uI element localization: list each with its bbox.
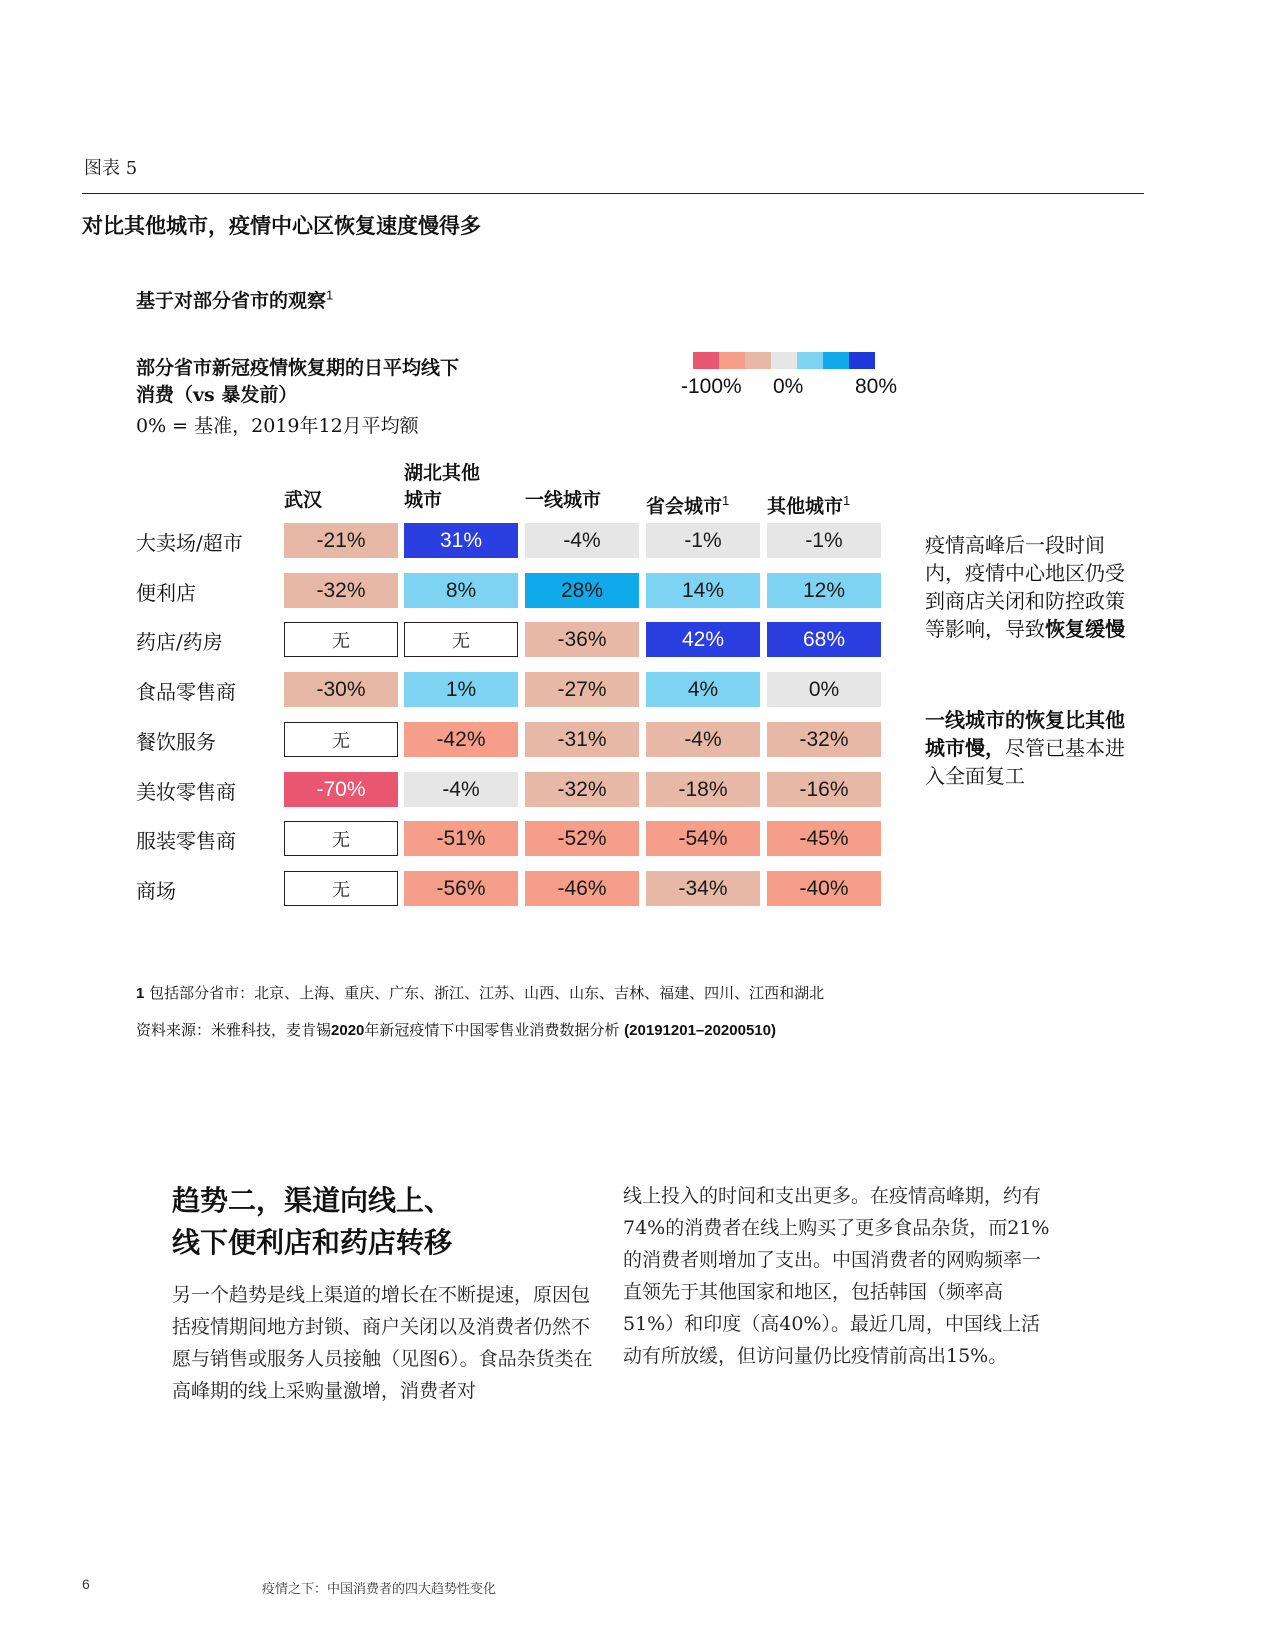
column-header-footnote-mark: 1 <box>843 493 851 508</box>
heatmap-cell: 1% <box>404 672 518 707</box>
heatmap-cell: -1% <box>767 523 881 558</box>
source-range: (20191201–20200510) <box>624 1022 776 1039</box>
legend-swatch <box>693 352 719 369</box>
footnote-text: 包括部分省市：北京、上海、重庆、广东、浙江、江苏、山西、山东、吉林、福建、四川、江西和湖北 <box>144 984 825 1002</box>
row-label: 餐饮服务 <box>136 730 216 754</box>
legend-label-min: -100% <box>681 375 742 398</box>
chart-title-line1: 部分省市新冠疫情恢复期的日平均线下 <box>136 357 460 379</box>
row-label: 大卖场/超市 <box>136 531 243 555</box>
heatmap-cell: -4% <box>646 722 760 757</box>
legend-labels <box>681 375 901 401</box>
body-paragraph-right: 线上投入的时间和支出更多。在疫情高峰期，约有74%的消费者在线上购买了更多食品杂货，而21%的消费者则增加了支出。中国消费者的网购频率一直领先于其他国家和地区，包括韩国（频率高51%）和印度（高40%）。最近几周，中国线上活动有所放缓，但访问量仍比疫情前高出15%。 <box>623 1185 1050 1367</box>
heatmap-cell: -51% <box>404 821 518 856</box>
heatmap-cell: -56% <box>404 871 518 906</box>
heatmap-cell: -42% <box>404 722 518 757</box>
heatmap-cell: -27% <box>525 672 639 707</box>
heatmap-cell: -31% <box>525 722 639 757</box>
section-title-line2: 线下便利店和药店转移 <box>172 1226 453 1259</box>
heatmap-cell: -32% <box>284 573 398 608</box>
figure-subheading <box>136 286 333 313</box>
row-label: 服装零售商 <box>136 829 236 853</box>
chart-title <box>136 355 459 409</box>
subheading-footnote-mark: 1 <box>326 287 334 303</box>
heatmap-cell: 0% <box>767 672 881 707</box>
row-label: 便利店 <box>136 581 196 605</box>
color-legend <box>693 352 875 369</box>
column-header <box>284 487 322 514</box>
heatmap-cell: -40% <box>767 871 881 906</box>
heatmap-cell: -70% <box>284 772 398 807</box>
row-label: 食品零售商 <box>136 680 236 704</box>
heatmap-cell: 31% <box>404 523 518 558</box>
row-label: 美妆零售商 <box>136 780 236 804</box>
heatmap-cell: 无 <box>284 722 398 757</box>
legend-swatch <box>823 352 849 369</box>
heatmap-cell: -21% <box>284 523 398 558</box>
column-header-footnote-mark: 1 <box>722 493 730 508</box>
top-divider <box>82 193 1144 194</box>
heatmap-cell: -4% <box>525 523 639 558</box>
legend-swatch <box>849 352 875 369</box>
heatmap-cell: -45% <box>767 821 881 856</box>
footnote-number: 1 <box>136 985 145 1002</box>
heatmap-cell: 12% <box>767 573 881 608</box>
footnote <box>136 982 824 1003</box>
column-header-line: 湖北其他 <box>404 462 481 484</box>
section-title-line1: 趋势二，渠道向线上、 <box>172 1184 453 1217</box>
column-header-line: 省会城市 <box>646 495 723 518</box>
annotation-epicenter-bold: 恢复缓慢 <box>1045 617 1125 641</box>
heatmap-cell: 42% <box>646 622 760 657</box>
column-header-line: 武汉 <box>284 489 323 511</box>
legend-swatch <box>797 352 823 369</box>
chart-baseline-note: 0% = 基准，2019年12月平均额 <box>136 415 419 437</box>
legend-label-zero: 0% <box>773 375 804 398</box>
column-header-line: 一线城市 <box>525 489 602 511</box>
heatmap-cell: -4% <box>404 772 518 807</box>
source-mid: 年新冠疫情下中国零售业消费数据分析 <box>364 1021 625 1039</box>
running-title: 疫情之下：中国消费者的四大趋势性变化 <box>262 1582 497 1597</box>
heatmap-cell: -32% <box>525 772 639 807</box>
source-note <box>136 1019 776 1040</box>
heatmap-cell: -16% <box>767 772 881 807</box>
legend-swatch <box>771 352 797 369</box>
chart-title-line2: 消费（vs 暴发前） <box>136 384 298 406</box>
heatmap-cell: 无 <box>404 622 518 657</box>
source-pre: 资料来源：米雅科技，麦肯锡 <box>136 1021 332 1039</box>
heatmap-cell: -36% <box>525 622 639 657</box>
annotation-epicenter-text: 疫情高峰后一段时间内，疫情中心地区仍受到商店关闭和防控政策等影响，导致 <box>925 533 1125 641</box>
column-header-line: 其他城市 <box>767 495 844 518</box>
heatmap-cell: 无 <box>284 622 398 657</box>
subheading-text: 基于对部分省市的观察 <box>136 290 327 312</box>
column-header-line: 城市 <box>404 489 443 511</box>
legend-label-max: 80% <box>855 375 898 398</box>
heatmap-cell: 无 <box>284 821 398 856</box>
column-header <box>525 487 601 514</box>
heatmap-cell: -34% <box>646 871 760 906</box>
row-label: 药店/药房 <box>136 630 223 654</box>
annotation-tier1-bold: 一线城市的恢复比其他城市慢， <box>925 708 1125 760</box>
section-title <box>172 1180 452 1264</box>
annotation-tier1 <box>925 706 1135 790</box>
figure-headline: 对比其他城市，疫情中心区恢复速度慢得多 <box>82 213 481 238</box>
legend-swatch <box>719 352 745 369</box>
figure-label: 图表 5 <box>84 158 138 179</box>
heatmap-cell: 8% <box>404 573 518 608</box>
heatmap-cell: -46% <box>525 871 639 906</box>
heatmap-cell: -1% <box>646 523 760 558</box>
heatmap-cell: -54% <box>646 821 760 856</box>
row-label: 商场 <box>136 879 176 903</box>
source-year: 2020 <box>331 1022 365 1039</box>
page-number: 6 <box>82 1576 90 1592</box>
heatmap-cell: 4% <box>646 672 760 707</box>
legend-swatch <box>745 352 771 369</box>
column-header <box>646 487 729 520</box>
heatmap-cell: -18% <box>646 772 760 807</box>
heatmap-cell: 28% <box>525 573 639 608</box>
heatmap-cell: -30% <box>284 672 398 707</box>
annotation-tier1-text: 尽管已基本进入全面复工 <box>925 736 1125 788</box>
body-paragraph-left: 另一个趋势是线上渠道的增长在不断提速，原因包括疫情期间地方封锁、商户关闭以及消费者仍然不愿与销售或服务人员接触（见图6）。食品杂货类在高峰期的线上采购量激增，消费者对 <box>172 1284 593 1402</box>
heatmap-cell: -52% <box>525 821 639 856</box>
annotation-epicenter <box>925 531 1135 643</box>
heatmap-cell: 68% <box>767 622 881 657</box>
heatmap-cell: -32% <box>767 722 881 757</box>
heatmap-cell: 无 <box>284 871 398 906</box>
column-header <box>404 460 480 514</box>
column-header <box>767 487 850 520</box>
heatmap-cell: 14% <box>646 573 760 608</box>
